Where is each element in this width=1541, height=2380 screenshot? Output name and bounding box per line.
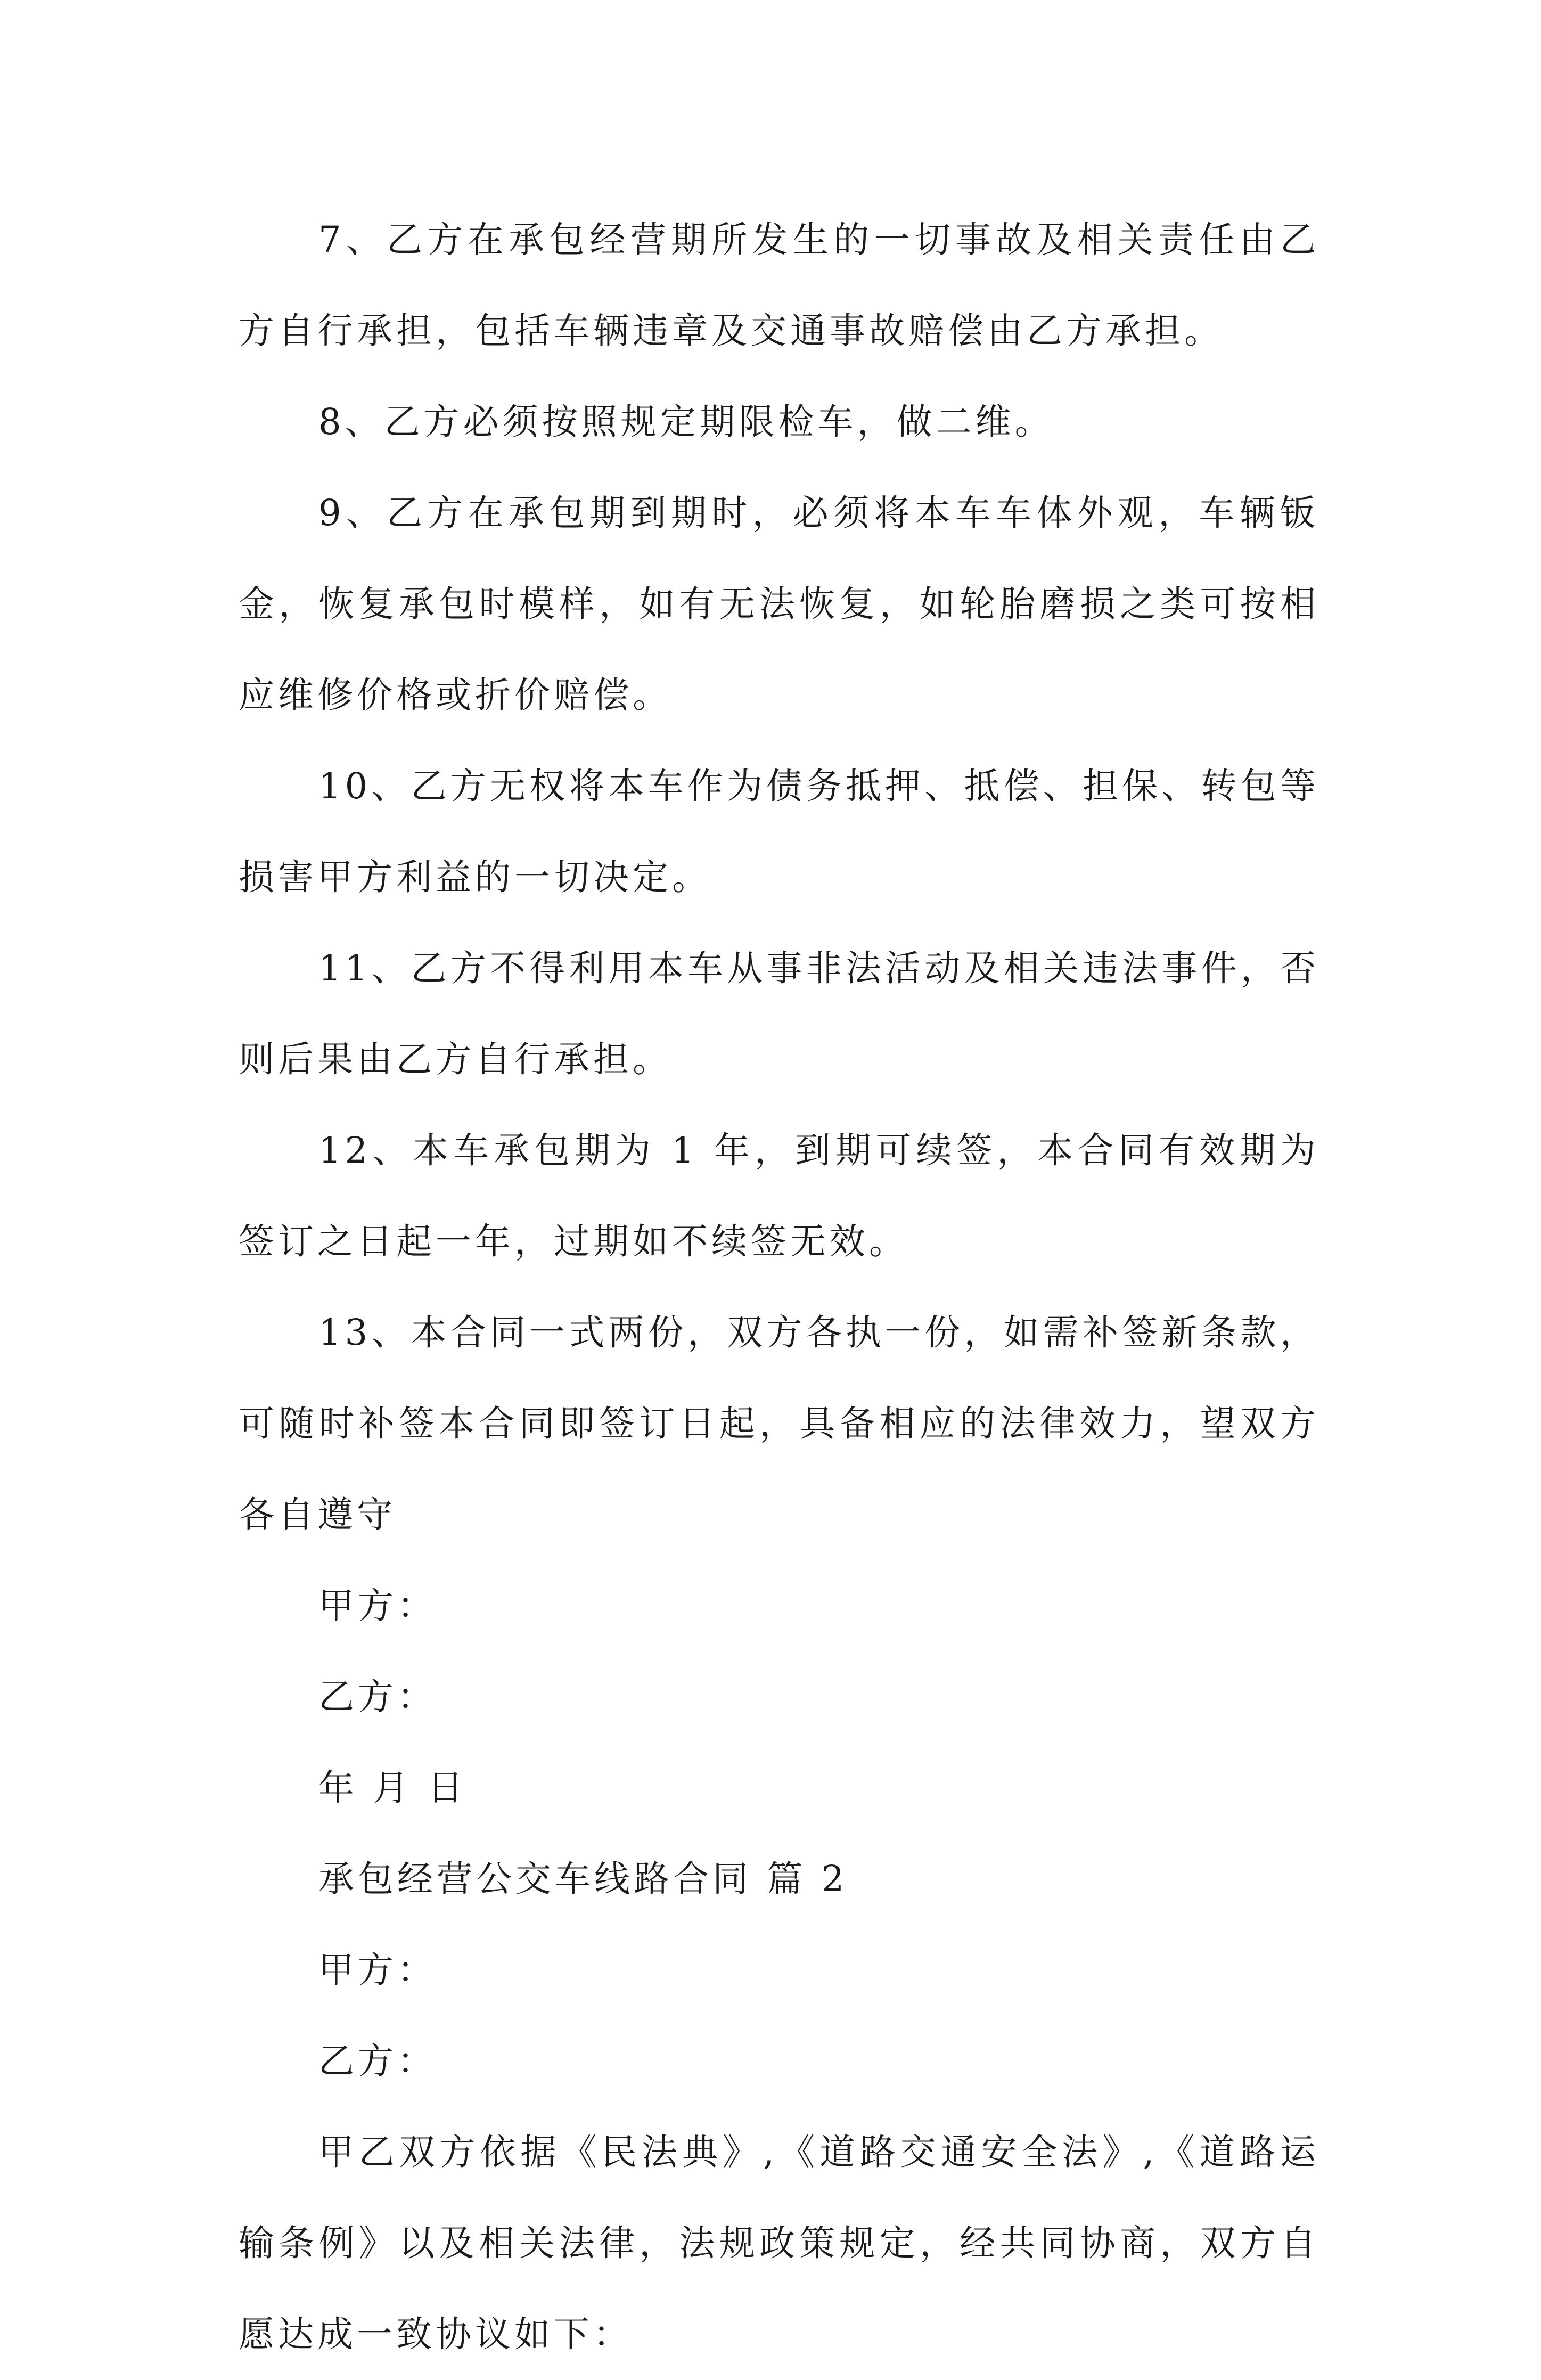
document-body [239, 194, 1319, 2380]
clause-7: 7、乙方在承包经营期所发生的一切事故及相关责任由乙方自行承担，包括车辆违章及交通事故赔偿由乙方承担。 [239, 219, 1319, 351]
contract-2-party-b: 乙方： [318, 2040, 437, 2082]
party-a-signature-line: 甲方： [318, 1585, 437, 1626]
clause-11: 11、乙方不得利用本车从事非法活动及相关违法事件，否则后果由乙方自行承担。 [239, 947, 1319, 1080]
date-line: 年 月 日 [318, 1767, 467, 1809]
contract-2-party-a: 甲方： [318, 1949, 437, 1991]
clause-10: 10、乙方无权将本车作为债务抵押、抵偿、担保、转包等损害甲方利益的一切决定。 [239, 765, 1319, 898]
contract-2-title: 承包经营公交车线路合同 篇 2 [318, 1858, 848, 1900]
contract-2-preamble: 甲乙双方依据《民法典》,《道路交通安全法》,《道路运输条例》以及相关法律，法规政策规定，经共同协商，双方自愿达成一致协议如下： [239, 2131, 1319, 2355]
party-b-signature-line: 乙方： [318, 1676, 437, 1717]
clause-8: 8、乙方必须按照规定期限检车，做二维。 [318, 401, 1054, 443]
clause-13: 13、本合同一式两份，双方各执一份，如需补签新条款，可随时补签本合同即签订日起，具备相应的法律效力，望双方各自遵守 [239, 1312, 1319, 1535]
clause-9: 9、乙方在承包期到期时，必须将本车车体外观，车辆钣金，恢复承包时模样，如有无法恢复，如轮胎磨损之类可按相应维修价格或折价赔偿。 [239, 492, 1319, 716]
clause-12: 12、本车承包期为 1 年，到期可续签，本合同有效期为签订之日起一年，过期如不续签无效。 [239, 1130, 1319, 1262]
